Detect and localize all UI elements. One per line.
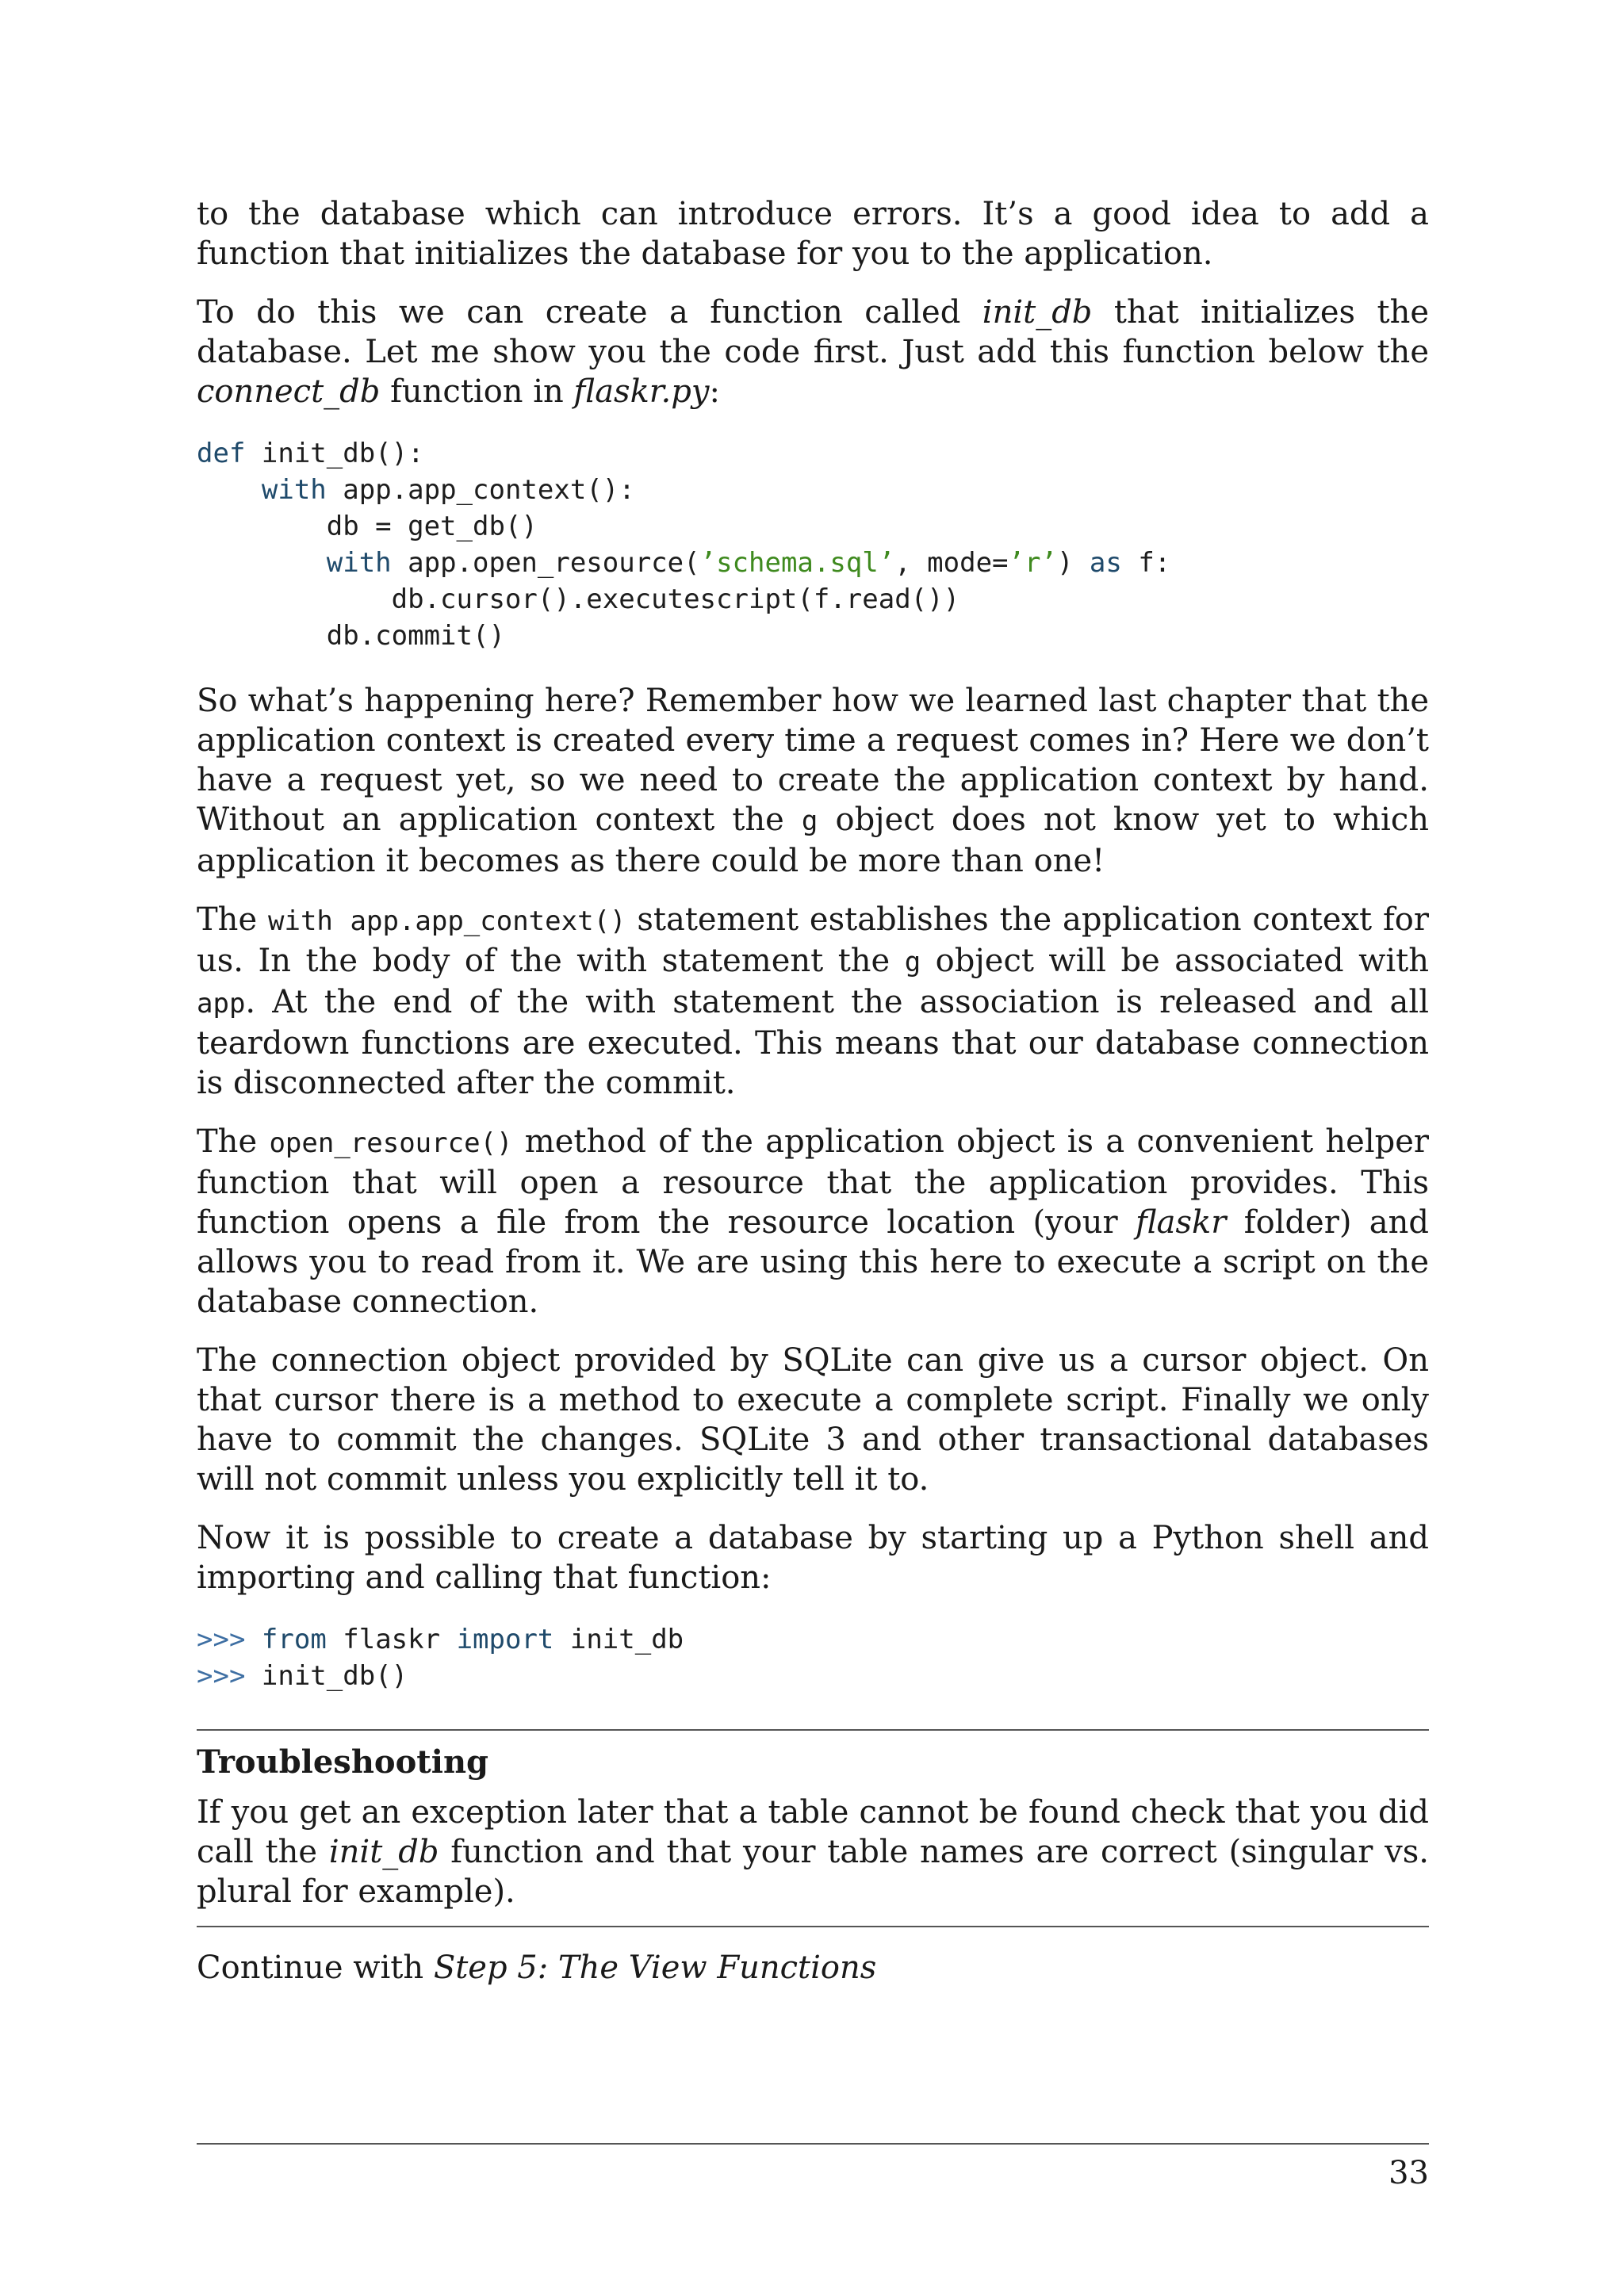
footer-rule — [197, 2143, 1429, 2145]
page-content — [197, 194, 1429, 2007]
page-number: 33 — [1388, 2155, 1429, 2191]
paragraph-init-db: To do this we can create a function called init_db that initializes the database. Let me show you the code first. Just add this function below the connect_db function in flaskr.py: — [197, 294, 1429, 410]
code-block-init-db: def init_db(): with app.app_context(): db = get_db() with app.open_resource(’schema.sql’, mode=’r’) as f: db.cursor().executescript(f.read()) db.commit() — [197, 438, 1171, 652]
continue-line: Continue with Step 5: The View Functions — [197, 1950, 877, 1986]
next-step-link[interactable]: Step 5: The View Functions — [433, 1950, 877, 1986]
paragraph-intro: to the database which can introduce errors. It’s a good idea to add a function that initializes the database for you to the application. — [197, 196, 1429, 272]
code-block-shell: >>> from flaskr import init_db >>> init_db() — [197, 1624, 684, 1692]
flaskr-py-ref: flaskr.py — [573, 373, 710, 410]
init-db-ref: init_db — [982, 294, 1093, 331]
paragraph-app-context: The with app.app_context() statement establishes the application context for us. In the body of the with statement the g object will be associated with app. At the end of the with statement the association is released and all teardown functions are executed. This means that our database connection is disconnected after the commit. — [197, 901, 1430, 1101]
troubleshooting-note — [197, 1729, 1429, 1927]
note-body: If you get an exception later that a table cannot be found check that you did call the init_db function and that your table names are correct (singular vs. plural for example). — [197, 1794, 1429, 1910]
note-title: Troubleshooting — [197, 1743, 488, 1781]
paragraph-create-db: Now it is possible to create a database by starting up a Python shell and importing and calling that function: — [197, 1520, 1429, 1596]
connect-db-ref: connect_db — [197, 373, 381, 410]
paragraph-open-resource: The open_resource() method of the application object is a convenient helper function that will open a resource that the application provides. This function opens a file from the resource location (your flaskr folder) and allows you to read from it. We are using this here to execute a script on the database connection. — [197, 1123, 1430, 1320]
paragraph-cursor: The connection object provided by SQLite can give us a cursor object. On that cursor there is a method to execute a complete script. Finally we only have to commit the changes. SQLite 3 and other transactional databases will not commit unless you explicitly tell it to. — [197, 1342, 1429, 1498]
paragraph-explanation: So what’s happening here? Remember how we learned last chapter that the application context is created every time a request comes in? Here we don’t have a request yet, so we need to create the application context by hand. Without an application context the g object does not know yet to which application it becomes as there could be more than one! — [197, 683, 1429, 879]
